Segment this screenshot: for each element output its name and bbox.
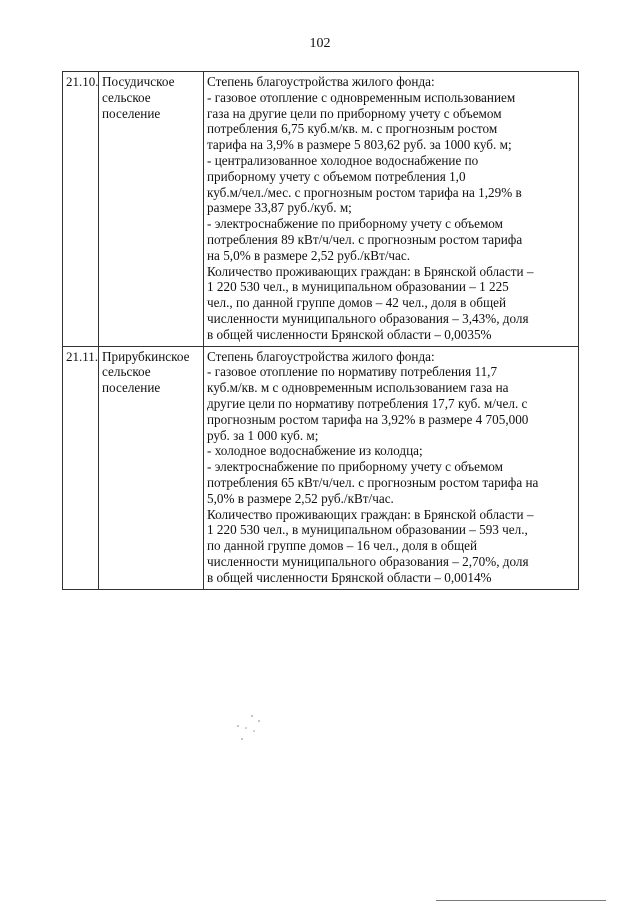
description-line: - холодное водоснабжение из колодца; <box>207 443 423 459</box>
description-line: потребления 65 кВт/ч/чел. с прогнозным ростом тарифа на <box>207 474 539 490</box>
housing-description <box>204 346 579 589</box>
table-body <box>63 72 579 590</box>
description-line: Количество проживающих граждан: в Брянской области – <box>207 506 534 522</box>
description-line: 1 220 530 чел., в муниципальном образовании – 593 чел., <box>207 522 528 538</box>
row-number: 21.10. <box>63 72 99 347</box>
description-line: в общей численности Брянской области – 0,0014% <box>207 569 492 585</box>
description-line: потребления 6,75 куб.м/кв. м. с прогнозным ростом <box>207 121 498 137</box>
description-line: размере 33,87 руб./куб. м; <box>207 200 352 216</box>
description-line: численности муниципального образования – 3,43%, доля <box>207 310 529 326</box>
settlement-name-line: сельское <box>102 364 151 380</box>
settlement-name-line: Посудичское <box>102 74 175 89</box>
footer-rule <box>436 900 606 901</box>
description-line: газа на другие цели по приборному учету с объемом <box>207 105 502 121</box>
page-number: 102 <box>309 36 331 51</box>
description-line: 1 220 530 чел., в муниципальном образовании – 1 225 <box>207 279 509 295</box>
description-line: руб. за 1 000 куб. м; <box>207 427 319 443</box>
description-line: куб.м/кв. м с одновременным использованием газа на <box>207 380 509 396</box>
description-line: на 5,0% в размере 2,52 руб./кВт/час. <box>207 247 411 263</box>
description-line: по данной группе домов – 16 чел., доля в общей <box>207 538 478 554</box>
table-row <box>63 346 579 589</box>
settlement-name-line: Прирубкинское <box>102 348 190 364</box>
row-number: 21.11. <box>63 346 99 589</box>
description-line: тарифа на 3,9% в размере 5 803,62 руб. за 1000 куб. м; <box>207 137 512 153</box>
description-line: Степень благоустройства жилого фонда: <box>207 74 435 89</box>
settlement-name-line: поселение <box>102 380 161 396</box>
description-line: чел., по данной группе домов – 42 чел., доля в общей <box>207 295 507 311</box>
description-line: - газовое отопление с одновременным использованием <box>207 89 516 105</box>
description-line: приборному учету с объемом потребления 1,0 <box>207 168 466 184</box>
settlement-name-line: поселение <box>102 105 161 121</box>
description-line: прогнозным ростом тарифа на 3,92% в размере 4 705,000 <box>207 411 529 427</box>
description-line: - газовое отопление по нормативу потребления 11,7 <box>207 364 498 380</box>
settlement-name-line: сельское <box>102 89 151 105</box>
description-line: - электроснабжение по приборному учету с объемом <box>207 216 503 232</box>
description-line: другие цели по нормативу потребления 17,7 куб. м/чел. с <box>207 395 528 411</box>
settlements-table <box>62 71 579 590</box>
settlement-name <box>99 346 204 589</box>
description-line: в общей численности Брянской области – 0,0035% <box>207 326 492 342</box>
description-line: численности муниципального образования – 2,70%, доля <box>207 553 529 569</box>
settlement-name <box>99 72 204 347</box>
description-line: - электроснабжение по приборному учету с объемом <box>207 459 503 475</box>
table-row <box>63 72 579 347</box>
housing-description <box>204 72 579 347</box>
description-line: потребления 89 кВт/ч/чел. с прогнозным ростом тарифа <box>207 231 523 247</box>
description-line: Количество проживающих граждан: в Брянской области – <box>207 263 534 279</box>
description-line: 5,0% в размере 2,52 руб./кВт/час. <box>207 490 394 506</box>
description-line: куб.м/чел./мес. с прогнозным ростом тарифа на 1,29% в <box>207 184 522 200</box>
scan-mark <box>232 712 268 742</box>
description-line: Степень благоустройства жилого фонда: <box>207 348 435 364</box>
description-line: - централизованное холодное водоснабжение по <box>207 152 479 168</box>
